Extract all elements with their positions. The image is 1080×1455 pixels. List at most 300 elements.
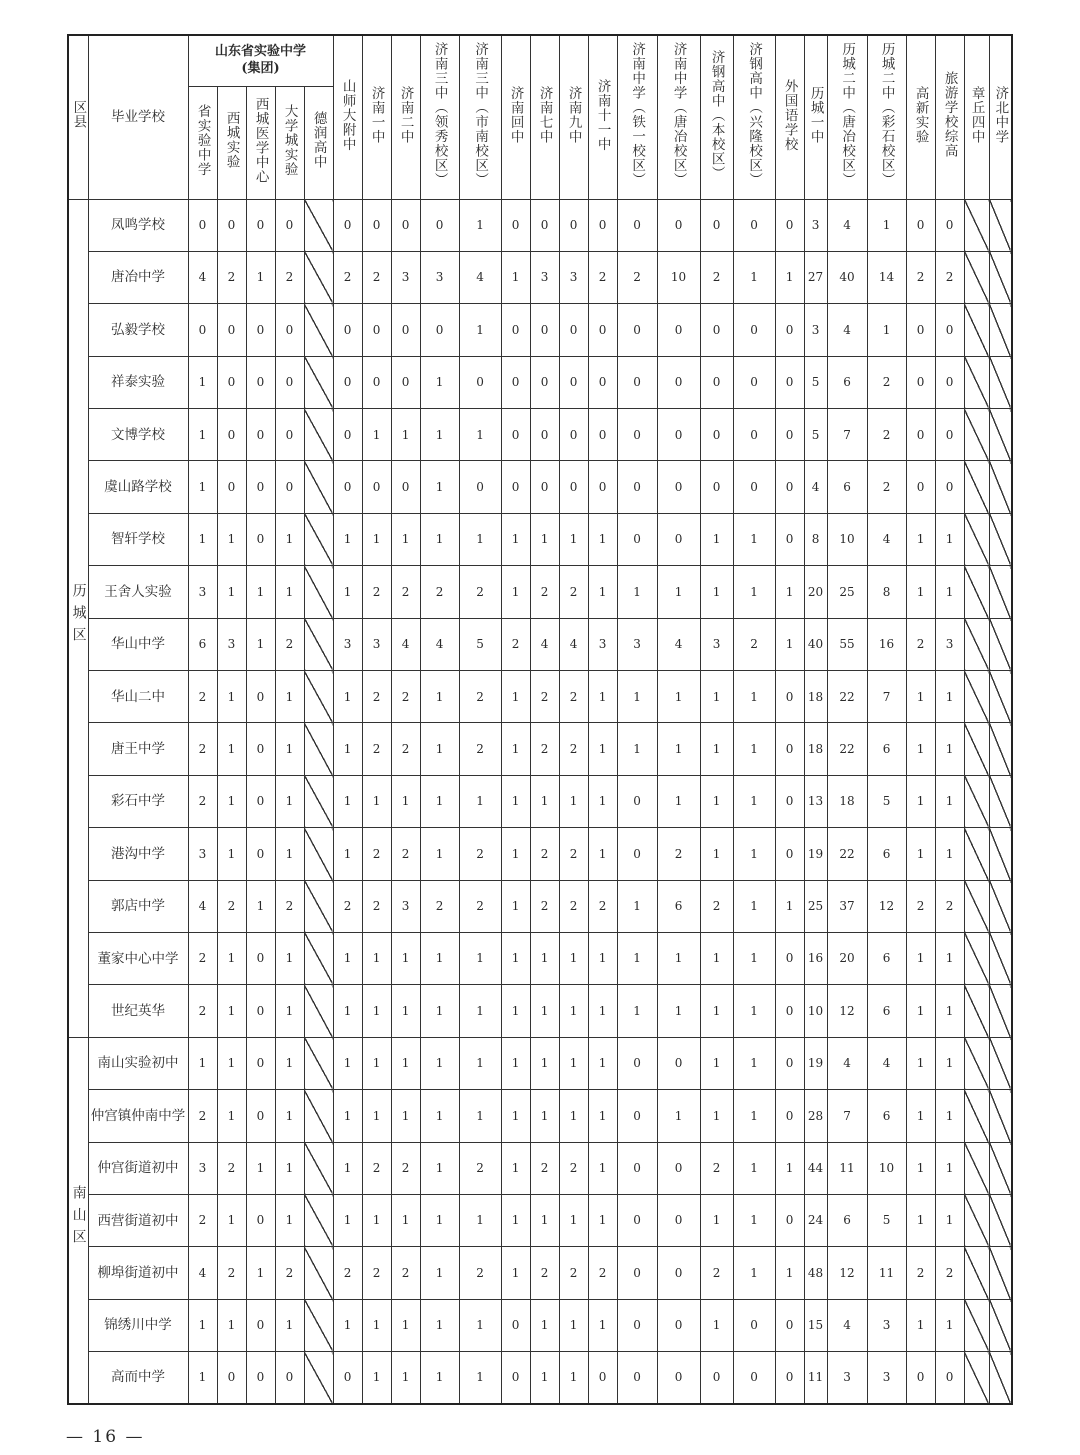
quota-cell: 1	[275, 828, 304, 880]
quota-cell: 0	[775, 513, 804, 565]
quota-cell: 0	[775, 199, 804, 251]
not-applicable-cell	[989, 618, 1012, 670]
quota-cell: 1	[935, 1194, 964, 1246]
quota-cell: 1	[420, 1037, 459, 1089]
quota-cell: 0	[530, 409, 559, 461]
quota-cell: 0	[246, 1194, 275, 1246]
quota-cell: 3	[804, 199, 827, 251]
quota-cell: 0	[617, 461, 657, 513]
quota-cell: 0	[246, 304, 275, 356]
quota-cell: 0	[246, 985, 275, 1037]
quota-cell: 12	[827, 985, 867, 1037]
quota-cell: 3	[420, 251, 459, 303]
quota-cell: 1	[501, 723, 530, 775]
table-row	[68, 251, 1012, 303]
quota-cell: 1	[275, 671, 304, 723]
quota-cell: 2	[700, 1247, 733, 1299]
quota-cell: 1	[362, 1194, 391, 1246]
quota-cell: 2	[217, 880, 246, 932]
quota-cell: 25	[827, 566, 867, 618]
quota-cell: 1	[275, 723, 304, 775]
quota-cell: 0	[501, 461, 530, 513]
not-applicable-cell	[304, 828, 333, 880]
quota-cell: 0	[733, 356, 775, 408]
quota-cell: 2	[559, 1142, 588, 1194]
quota-cell: 1	[559, 513, 588, 565]
table-row	[68, 199, 1012, 251]
quota-cell: 2	[867, 409, 906, 461]
quota-cell: 6	[867, 985, 906, 1037]
quota-cell: 0	[588, 199, 617, 251]
not-applicable-cell	[989, 566, 1012, 618]
quota-cell: 5	[867, 1194, 906, 1246]
quota-cell: 1	[420, 513, 459, 565]
quota-cell: 1	[906, 723, 935, 775]
quota-cell: 0	[617, 1194, 657, 1246]
quota-cell: 7	[867, 671, 906, 723]
quota-cell: 1	[459, 304, 501, 356]
quota-cell: 6	[867, 723, 906, 775]
not-applicable-cell	[304, 985, 333, 1037]
quota-cell: 0	[333, 356, 362, 408]
quota-cell: 1	[246, 880, 275, 932]
quota-cell: 1	[867, 199, 906, 251]
not-applicable-cell	[964, 304, 989, 356]
not-applicable-cell	[989, 828, 1012, 880]
quota-cell: 25	[804, 880, 827, 932]
quota-cell: 1	[588, 1299, 617, 1351]
column-header: 历城一中	[804, 35, 827, 199]
quota-cell: 0	[775, 775, 804, 827]
quota-cell: 0	[617, 356, 657, 408]
quota-cell: 2	[275, 1247, 304, 1299]
quota-cell: 1	[362, 513, 391, 565]
quota-cell: 0	[617, 199, 657, 251]
quota-cell: 1	[700, 513, 733, 565]
quota-cell: 2	[391, 1142, 420, 1194]
quota-cell: 1	[700, 1299, 733, 1351]
quota-cell: 0	[775, 409, 804, 461]
quota-cell: 1	[700, 1037, 733, 1089]
quota-cell: 1	[420, 985, 459, 1037]
quota-cell: 1	[588, 1037, 617, 1089]
quota-cell: 0	[391, 461, 420, 513]
not-applicable-cell	[964, 1037, 989, 1089]
quota-cell: 0	[617, 775, 657, 827]
school-name: 彩石中学	[88, 775, 188, 827]
quota-cell: 18	[804, 671, 827, 723]
quota-cell: 1	[559, 775, 588, 827]
quota-cell: 0	[275, 1352, 304, 1404]
quota-cell: 1	[362, 409, 391, 461]
quota-cell: 20	[827, 932, 867, 984]
not-applicable-cell	[304, 356, 333, 408]
quota-cell: 0	[775, 985, 804, 1037]
quota-cell: 1	[935, 1299, 964, 1351]
quota-cell: 2	[275, 251, 304, 303]
quota-cell: 1	[333, 985, 362, 1037]
quota-cell: 1	[501, 1037, 530, 1089]
quota-cell: 1	[657, 985, 700, 1037]
quota-cell: 2	[530, 723, 559, 775]
quota-cell: 0	[906, 409, 935, 461]
quota-cell: 2	[530, 566, 559, 618]
quota-cell: 0	[559, 304, 588, 356]
quota-cell: 1	[217, 985, 246, 1037]
quota-cell: 1	[217, 932, 246, 984]
quota-cell: 1	[775, 1247, 804, 1299]
quota-cell: 27	[804, 251, 827, 303]
quota-cell: 1	[501, 671, 530, 723]
quota-cell: 1	[501, 1194, 530, 1246]
quota-cell: 2	[188, 671, 217, 723]
quota-cell: 1	[333, 723, 362, 775]
quota-cell: 1	[275, 775, 304, 827]
quota-cell: 1	[501, 1090, 530, 1142]
quota-cell: 0	[935, 461, 964, 513]
quota-cell: 1	[333, 828, 362, 880]
quota-cell: 1	[935, 566, 964, 618]
quota-cell: 2	[188, 985, 217, 1037]
table-row	[68, 1090, 1012, 1142]
not-applicable-cell	[304, 880, 333, 932]
quota-cell: 1	[459, 775, 501, 827]
quota-cell: 1	[588, 932, 617, 984]
quota-cell: 1	[733, 1247, 775, 1299]
not-applicable-cell	[989, 723, 1012, 775]
column-header: 外国语学校	[775, 35, 804, 199]
quota-cell: 0	[246, 671, 275, 723]
column-header: 历城二中（彩石校区）	[867, 35, 906, 199]
quota-cell: 1	[459, 1090, 501, 1142]
table-row	[68, 828, 1012, 880]
quota-cell: 2	[391, 1247, 420, 1299]
quota-cell: 2	[362, 723, 391, 775]
quota-cell: 4	[827, 1037, 867, 1089]
quota-cell: 5	[804, 356, 827, 408]
quota-cell: 1	[530, 985, 559, 1037]
quota-cell: 0	[775, 932, 804, 984]
quota-cell: 0	[333, 1352, 362, 1404]
quota-cell: 7	[827, 409, 867, 461]
quota-cell: 2	[333, 880, 362, 932]
quota-cell: 0	[275, 461, 304, 513]
school-name: 港沟中学	[88, 828, 188, 880]
quota-cell: 1	[275, 985, 304, 1037]
quota-cell: 1	[501, 1247, 530, 1299]
table-row	[68, 409, 1012, 461]
quota-cell: 0	[775, 723, 804, 775]
quota-cell: 6	[827, 1194, 867, 1246]
not-applicable-cell	[304, 461, 333, 513]
quota-cell: 2	[559, 566, 588, 618]
quota-cell: 2	[391, 723, 420, 775]
column-header: 济南中学（唐冶校区）	[657, 35, 700, 199]
not-applicable-cell	[989, 985, 1012, 1037]
quota-cell: 1	[188, 513, 217, 565]
not-applicable-cell	[304, 566, 333, 618]
quota-cell: 1	[459, 1299, 501, 1351]
quota-cell: 2	[906, 1247, 935, 1299]
quota-cell: 0	[657, 1142, 700, 1194]
quota-cell: 1	[333, 1299, 362, 1351]
quota-cell: 0	[530, 304, 559, 356]
quota-cell: 10	[827, 513, 867, 565]
quota-cell: 1	[391, 932, 420, 984]
quota-cell: 0	[391, 304, 420, 356]
quota-cell: 0	[217, 304, 246, 356]
not-applicable-cell	[964, 1142, 989, 1194]
quota-cell: 1	[501, 828, 530, 880]
quota-cell: 4	[657, 618, 700, 670]
quota-cell: 1	[391, 513, 420, 565]
quota-cell: 1	[906, 513, 935, 565]
quota-cell: 1	[700, 1194, 733, 1246]
not-applicable-cell	[964, 932, 989, 984]
quota-cell: 1	[559, 1194, 588, 1246]
group-column-header: 省实验中学	[188, 86, 217, 199]
table-row	[68, 1352, 1012, 1404]
school-name: 西营街道初中	[88, 1194, 188, 1246]
quota-cell: 2	[362, 251, 391, 303]
quota-cell: 0	[588, 304, 617, 356]
table-body	[68, 199, 1012, 1404]
quota-cell: 1	[935, 671, 964, 723]
quota-cell: 0	[588, 1352, 617, 1404]
quota-cell: 4	[188, 1247, 217, 1299]
quota-cell: 37	[827, 880, 867, 932]
quota-cell: 1	[657, 671, 700, 723]
quota-cell: 2	[588, 251, 617, 303]
quota-cell: 0	[775, 461, 804, 513]
quota-cell: 1	[775, 618, 804, 670]
quota-cell: 2	[906, 618, 935, 670]
quota-cell: 0	[935, 199, 964, 251]
not-applicable-cell	[304, 409, 333, 461]
quota-cell: 1	[530, 1352, 559, 1404]
quota-cell: 0	[733, 1299, 775, 1351]
quota-cell: 6	[827, 356, 867, 408]
quota-cell: 1	[188, 461, 217, 513]
quota-cell: 0	[617, 1037, 657, 1089]
quota-cell: 0	[246, 513, 275, 565]
quota-cell: 18	[827, 775, 867, 827]
not-applicable-cell	[304, 1299, 333, 1351]
quota-cell: 1	[867, 304, 906, 356]
quota-cell: 1	[333, 1037, 362, 1089]
quota-cell: 0	[700, 1352, 733, 1404]
school-name: 智轩学校	[88, 513, 188, 565]
not-applicable-cell	[304, 1142, 333, 1194]
quota-cell: 2	[906, 880, 935, 932]
quota-cell: 0	[733, 409, 775, 461]
quota-cell: 1	[906, 1194, 935, 1246]
quota-cell: 0	[362, 356, 391, 408]
quota-cell: 3	[530, 251, 559, 303]
quota-cell: 3	[188, 566, 217, 618]
quota-cell: 1	[733, 566, 775, 618]
quota-cell: 11	[867, 1247, 906, 1299]
quota-cell: 2	[588, 880, 617, 932]
not-applicable-cell	[964, 828, 989, 880]
quota-cell: 1	[246, 1142, 275, 1194]
quota-cell: 1	[559, 932, 588, 984]
quota-cell: 1	[217, 723, 246, 775]
quota-cell: 0	[459, 461, 501, 513]
quota-cell: 2	[217, 1247, 246, 1299]
table-row	[68, 1142, 1012, 1194]
quota-cell: 11	[804, 1352, 827, 1404]
quota-cell: 1	[391, 985, 420, 1037]
quota-cell: 1	[617, 880, 657, 932]
not-applicable-cell	[964, 1090, 989, 1142]
quota-cell: 4	[391, 618, 420, 670]
quota-cell: 1	[588, 775, 617, 827]
school-name: 文博学校	[88, 409, 188, 461]
school-name: 郭店中学	[88, 880, 188, 932]
table-row	[68, 1299, 1012, 1351]
column-header: 高新实验	[906, 35, 935, 199]
quota-cell: 6	[867, 828, 906, 880]
quota-cell: 2	[391, 671, 420, 723]
quota-cell: 1	[588, 828, 617, 880]
quota-cell: 2	[700, 251, 733, 303]
column-header: 章丘四中	[964, 35, 989, 199]
column-header: 济南十一中	[588, 35, 617, 199]
quota-cell: 0	[246, 409, 275, 461]
quota-cell: 0	[333, 199, 362, 251]
quota-cell: 1	[530, 513, 559, 565]
quota-cell: 1	[420, 409, 459, 461]
quota-cell: 1	[657, 932, 700, 984]
quota-cell: 0	[617, 1090, 657, 1142]
quota-cell: 0	[275, 199, 304, 251]
quota-cell: 0	[588, 409, 617, 461]
quota-cell: 10	[804, 985, 827, 1037]
quota-cell: 11	[827, 1142, 867, 1194]
quota-cell: 0	[246, 461, 275, 513]
not-applicable-cell	[304, 671, 333, 723]
not-applicable-cell	[304, 513, 333, 565]
quota-cell: 3	[700, 618, 733, 670]
quota-cell: 0	[657, 409, 700, 461]
quota-cell: 1	[420, 1247, 459, 1299]
quota-cell: 0	[906, 461, 935, 513]
quota-cell: 0	[733, 304, 775, 356]
quota-cell: 0	[501, 356, 530, 408]
quota-cell: 0	[559, 409, 588, 461]
column-header: 济南中学（铁一校区）	[617, 35, 657, 199]
quota-cell: 2	[188, 775, 217, 827]
quota-cell: 2	[657, 828, 700, 880]
quota-cell: 1	[935, 1090, 964, 1142]
table-row	[68, 304, 1012, 356]
table-row	[68, 566, 1012, 618]
quota-cell: 6	[188, 618, 217, 670]
quota-cell: 1	[617, 723, 657, 775]
quota-cell: 3	[867, 1299, 906, 1351]
quota-cell: 1	[501, 775, 530, 827]
quota-cell: 1	[246, 251, 275, 303]
quota-cell: 1	[275, 932, 304, 984]
quota-cell: 1	[391, 1037, 420, 1089]
not-applicable-cell	[989, 1299, 1012, 1351]
not-applicable-cell	[989, 513, 1012, 565]
quota-cell: 0	[501, 199, 530, 251]
quota-cell: 1	[588, 985, 617, 1037]
quota-cell: 1	[935, 775, 964, 827]
quota-cell: 0	[188, 304, 217, 356]
quota-cell: 1	[530, 932, 559, 984]
quota-cell: 1	[391, 1352, 420, 1404]
quota-cell: 3	[362, 618, 391, 670]
quota-cell: 4	[804, 461, 827, 513]
quota-cell: 8	[867, 566, 906, 618]
quota-cell: 0	[775, 1299, 804, 1351]
quota-cell: 1	[333, 566, 362, 618]
quota-cell: 1	[935, 1037, 964, 1089]
quota-cell: 4	[530, 618, 559, 670]
column-header: 济南七中	[530, 35, 559, 199]
quota-cell: 2	[906, 251, 935, 303]
school-name: 仲宫镇仲南中学	[88, 1090, 188, 1142]
table-header	[68, 35, 1012, 199]
quota-cell: 2	[459, 566, 501, 618]
quota-cell: 0	[275, 356, 304, 408]
group-header: 山东省实验中学 (集团)	[188, 35, 333, 86]
quota-cell: 0	[935, 409, 964, 461]
quota-cell: 0	[617, 304, 657, 356]
quota-cell: 1	[657, 1090, 700, 1142]
not-applicable-cell	[989, 304, 1012, 356]
not-applicable-cell	[964, 461, 989, 513]
quota-cell: 20	[804, 566, 827, 618]
table-row	[68, 723, 1012, 775]
quota-cell: 0	[588, 356, 617, 408]
quota-cell: 1	[733, 880, 775, 932]
table-row	[68, 671, 1012, 723]
quota-cell: 6	[867, 932, 906, 984]
quota-cell: 1	[459, 1194, 501, 1246]
quota-cell: 0	[775, 356, 804, 408]
quota-cell: 1	[501, 880, 530, 932]
quota-cell: 0	[657, 356, 700, 408]
table-row	[68, 356, 1012, 408]
quota-cell: 0	[559, 356, 588, 408]
quota-cell: 1	[188, 1299, 217, 1351]
quota-cell: 1	[906, 775, 935, 827]
quota-cell: 1	[217, 671, 246, 723]
quota-cell: 2	[362, 880, 391, 932]
quota-cell: 1	[391, 1299, 420, 1351]
column-header: 济南三中（市南校区）	[459, 35, 501, 199]
quota-cell: 1	[333, 1194, 362, 1246]
quota-cell: 1	[733, 1194, 775, 1246]
school-name: 凤鸣学校	[88, 199, 188, 251]
quota-cell: 44	[804, 1142, 827, 1194]
quota-cell: 0	[700, 356, 733, 408]
quota-cell: 1	[733, 932, 775, 984]
quota-cell: 0	[501, 304, 530, 356]
quota-cell: 2	[588, 1247, 617, 1299]
district-cell: 南山区	[68, 1037, 88, 1404]
quota-cell: 2	[530, 1142, 559, 1194]
not-applicable-cell	[964, 356, 989, 408]
quota-cell: 1	[246, 1247, 275, 1299]
quota-cell: 4	[459, 251, 501, 303]
table-row	[68, 461, 1012, 513]
quota-cell: 1	[588, 513, 617, 565]
